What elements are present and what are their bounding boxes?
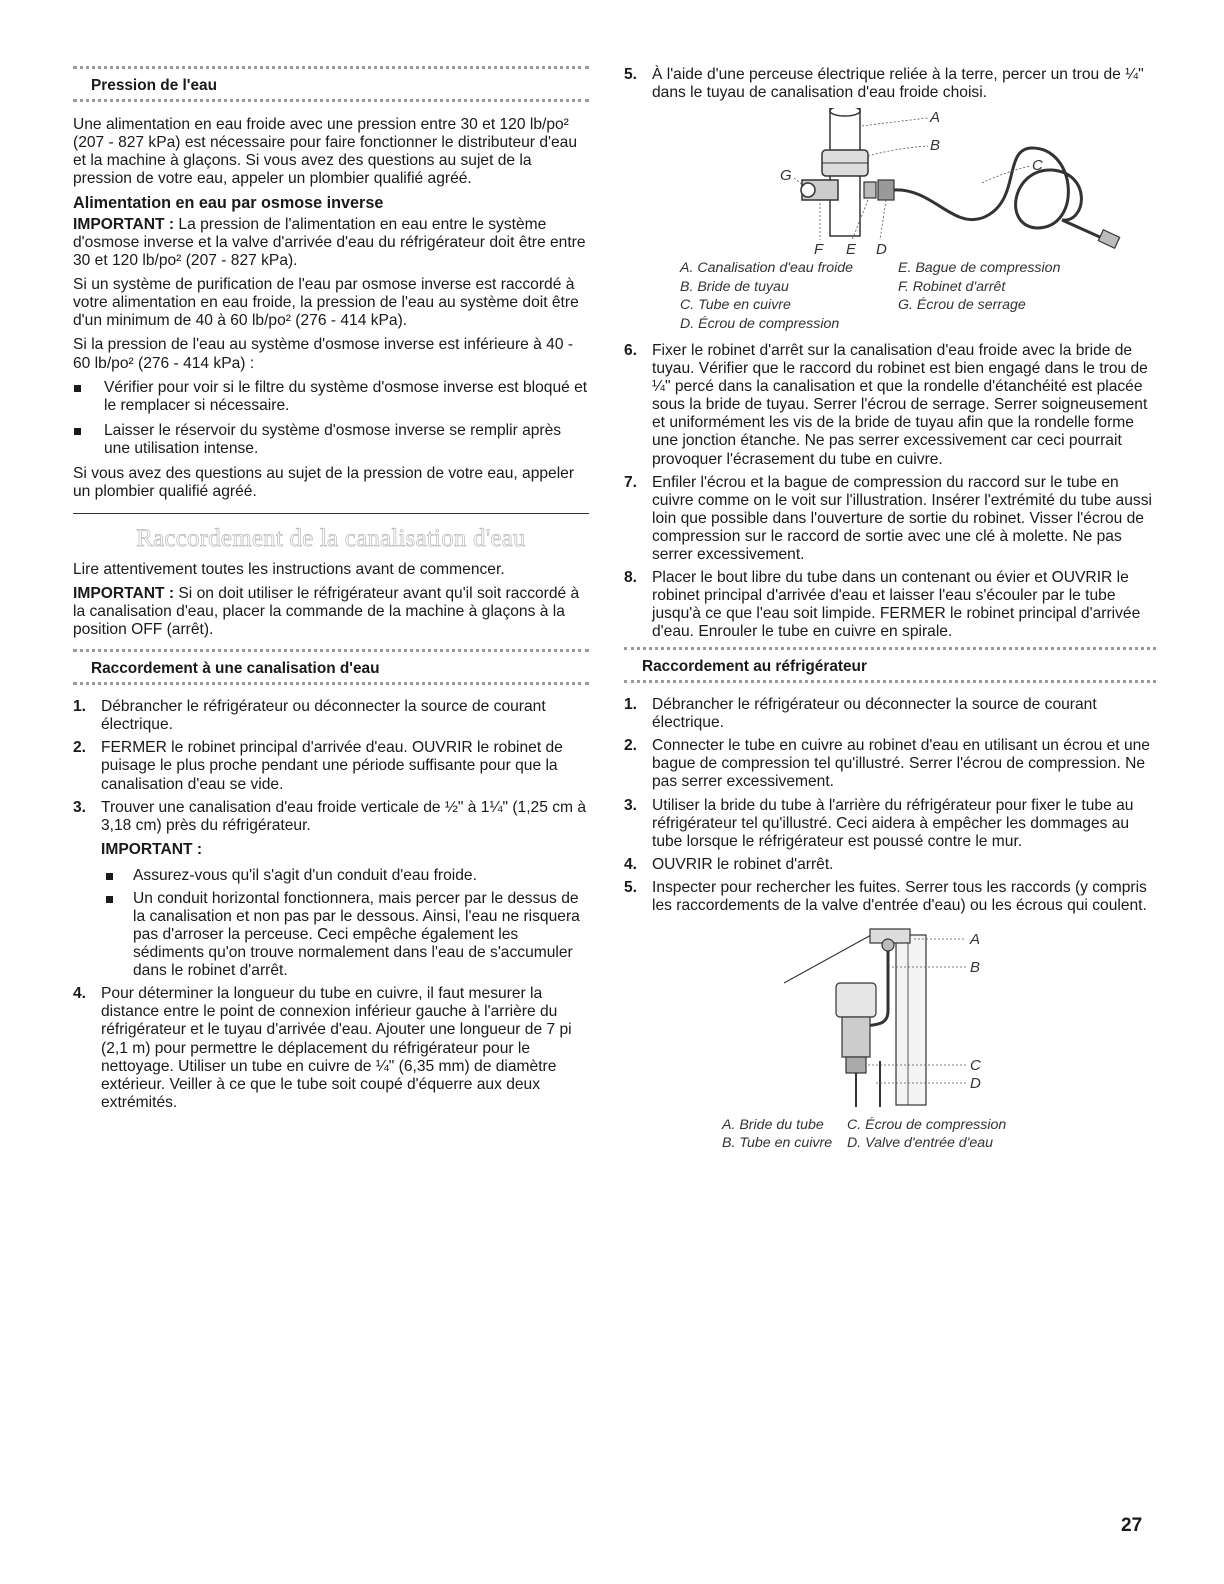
step-text: FERMER le robinet principal d'arrivée d'eau. OUVRIR le robinet de puisage le plus proche pendant une période suffisante pour que la canalisation d'eau se vide.	[101, 739, 563, 793]
right-column	[624, 66, 1156, 1154]
left-column	[73, 66, 589, 1118]
compression-nut-icon	[846, 1057, 866, 1073]
step3-bullet-list	[105, 867, 589, 980]
dotted-divider	[624, 647, 1156, 655]
diagram-label: C	[1032, 157, 1043, 175]
step-text: Inspecter pour rechercher les fuites. Serrer tous les raccords (y compris les raccordements de la valve d'entrée d'eau) ou les écrous qui coulent.	[652, 878, 1147, 914]
important-text: La pression de l'alimentation en eau entre le système d'osmose inverse et la valve d'arrivée d'eau du réfrigérateur doit être entre 30 et 120 lb/po² (207 - 827 kPa).	[73, 215, 586, 270]
step-text: Débrancher le réfrigérateur ou déconnecter la source de courant électrique.	[101, 698, 546, 734]
diagram-label: A	[970, 931, 981, 948]
list-item	[624, 856, 1156, 874]
legend-item: B. Bride de tuyau	[680, 278, 789, 295]
step-text: Trouver une canalisation d'eau froide verticale de ½" à 1¼" (1,25 cm à 3,18 cm) près du réfrigérateur.	[101, 798, 587, 834]
diagram-label: B	[930, 137, 941, 155]
important-label: IMPORTANT :	[73, 215, 175, 233]
step-number: 2.	[624, 737, 638, 755]
diagram-label: B	[970, 959, 981, 976]
step-number: 6.	[624, 342, 638, 360]
heading-pression: Pression de l'eau	[91, 77, 217, 94]
step-number: 8.	[624, 568, 638, 586]
step-text: Placer le bout libre du tube dans un contenant ou évier et OUVRIR le robinet principal d'arrivée d'eau et laisser l'eau s'écouler par le tube jusqu'à ce que l'eau soit limpide. FERMER le robinet principal d'arrivée d'eau. Enrouler le tube en cuivre en spirale.	[652, 568, 1141, 641]
step-number: 4.	[624, 855, 638, 873]
osmose-paragraph-2: Si un système de purification de l'eau par osmose inverse est raccordé à votre alimentation en eau froide, la pression de l'eau au système doit être d'un minimum de 40 à 60 lb/po² (276 - 414 kPa).	[73, 276, 579, 330]
list-item	[624, 474, 1156, 564]
osmose-paragraph-3: Si la pression de l'eau au système d'osmose inverse est inférieure à 40 - 60 lb/po² (276 - 414 kPa) :	[73, 336, 574, 372]
step-text: Fixer le robinet d'arrêt sur la canalisation d'eau froide avec la bride de tuyau. Vérifier que le raccord du robinet est bien engagé dans le trou de ¼" percé dans la canalisation et que la rondelle d'étanchéité est placée sous la bride de tuyau. Serrer l'écrou de serrage. Serrer soigneusement et uniformément les vis de la bride de tuyau afin que la rondelle forme une jonction étanche. Ne pas serrer excessivement car ceci pourrait provoquer l'écrasement du tube en cuivre.	[652, 342, 1148, 468]
figure1-legend	[680, 260, 1060, 334]
osmose-paragraph-4: Si vous avez des questions au sujet de la pression de votre eau, appeler un plombier qualifié agréé.	[73, 464, 575, 500]
diagram-label: A	[930, 109, 941, 127]
shutoff-valve-diagram	[732, 108, 1152, 258]
diagram-label: F	[814, 241, 824, 259]
important-text: Si on doit utiliser le réfrigérateur avant qu'il soit raccordé à la canalisation d'eau, placer la commande de la machine à glaçons à la position OFF (arrêt).	[73, 585, 580, 639]
step-number: 5.	[624, 66, 638, 83]
diagram-label: G	[780, 167, 792, 185]
diagram-label: D	[876, 241, 887, 259]
cabinet-rail-icon	[896, 935, 926, 1105]
list-item: Vérifier pour voir si le filtre du système d'osmose inverse est bloqué et le remplacer si nécessaire.	[73, 379, 589, 415]
step-text: Connecter le tube en cuivre au robinet d'eau en utilisant un écrou et une bague de compression tel qu'illustré. Serrer l'écrou de compression. Ne pas serrer excessivement.	[652, 737, 1150, 791]
step-text: Pour déterminer la longueur du tube en cuivre, il faut mesurer la distance entre le point de connexion inférieur gauche à l'arrière du réfrigérateur et le tuyau d'arrivée d'eau. Ajouter une longueur de 7 pi (2,1 m) pour permettre le déplacement du réfrigérateur pour le nettoyage. Utiliser un tube en cuivre de ¼" (6,35 mm) de diamètre extérieur. Veiller à ce que le tube soit coupé d'équerre aux deux extrémités.	[101, 985, 572, 1111]
step-text: Débrancher le réfrigérateur ou déconnecter la source de courant électrique.	[652, 696, 1097, 732]
list-item	[624, 879, 1156, 915]
compression-nut-icon	[878, 180, 894, 200]
section-title-raccordement: Raccordement de la canalisation d'eau	[136, 525, 526, 553]
step-text: OUVRIR le robinet d'arrêt.	[652, 855, 834, 873]
dotted-divider	[73, 649, 589, 657]
copper-tubing-icon	[894, 148, 1081, 228]
legend-item: D. Valve d'entrée d'eau	[847, 1135, 994, 1152]
legend-item: G. Écrou de serrage	[898, 297, 1026, 314]
dotted-divider	[73, 66, 589, 74]
step-number: 3.	[73, 798, 87, 816]
compression-sleeve-icon	[864, 182, 876, 198]
step-number: 1.	[73, 698, 87, 716]
heading-refrigerateur: Raccordement au réfrigérateur	[642, 658, 867, 676]
step3-important-label: IMPORTANT :	[101, 840, 203, 858]
legend-item: C. Écrou de compression	[847, 1117, 1007, 1133]
water-inlet-valve-icon	[836, 983, 876, 1017]
heading-osmose: Alimentation en eau par osmose inverse	[73, 194, 384, 213]
page-number: 27	[1121, 1515, 1143, 1536]
refrigerateur-steps	[624, 696, 1156, 915]
pression-paragraph: Une alimentation en eau froide avec une pression entre 30 et 120 lb/po² (207 - 827 kPa) est nécessaire pour faire fonctionner le distributeur d'eau et la machine à glaçons. Si vous avez des questions au sujet de la pression de votre eau, appeler un plombier qualifié agréé.	[73, 115, 577, 188]
osmose-important	[73, 216, 589, 270]
list-item	[73, 698, 589, 734]
legend-item: B. Tube en cuivre	[722, 1135, 833, 1152]
raccordement-intro: Lire attentivement toutes les instructions avant de commencer.	[73, 561, 505, 579]
canalisation-steps-more	[624, 342, 1156, 641]
canalisation-steps-cont	[624, 66, 1156, 102]
list-item: Un conduit horizontal fonctionnera, mais percer par le dessus de la canalisation et non pas par le dessous. Ainsi, l'eau ne risquera pas d'arroser la perceuse. Ceci empêche également les sédiments qu'on trouve normalement dans l'eau de s'accumuler dans le robinet d'arrêt.	[105, 890, 589, 980]
list-item	[624, 342, 1156, 469]
step-text: À l'aide d'une perceuse électrique reliée à la terre, percer un trou de ¼" dans le tuyau de canalisation d'eau froide choisi.	[652, 66, 1144, 102]
list-item	[624, 797, 1156, 851]
list-item	[73, 739, 589, 793]
legend-item: D. Écrou de compression	[680, 315, 840, 332]
raccordement-important	[73, 585, 589, 639]
step-text: Utiliser la bride du tube à l'arrière du réfrigérateur pour fixer le tube au réfrigérateur tel qu'illustré. Ceci aidera à empêcher les dommages au tube lorsque le réfrigérateur est poussé contre le mur.	[652, 796, 1134, 850]
step-number: 3.	[624, 796, 638, 814]
list-item: Assurez-vous qu'il s'agit d'un conduit d'eau froide.	[105, 867, 589, 885]
figure2-legend	[722, 1117, 1006, 1154]
dotted-divider	[624, 680, 1156, 688]
step-number: 1.	[624, 696, 638, 714]
osmose-bullet-list	[73, 379, 589, 458]
legend-item: C. Tube en cuivre	[680, 297, 791, 314]
list-item: Laisser le réservoir du système d'osmose inverse se remplir après une utilisation intense.	[73, 422, 589, 458]
list-item	[624, 66, 1156, 102]
step-number: 4.	[73, 985, 87, 1003]
legend-item: A. Canalisation d'eau froide	[680, 260, 854, 277]
canalisation-steps	[73, 698, 589, 1112]
dotted-divider	[73, 99, 589, 107]
list-item	[624, 696, 1156, 732]
legend-item: A. Bride du tube	[722, 1117, 824, 1133]
step-number: 7.	[624, 473, 638, 491]
diagram-label: C	[970, 1057, 981, 1074]
list-item	[73, 799, 589, 981]
list-item	[73, 985, 589, 1112]
inlet-valve-diagram	[784, 921, 1044, 1111]
packing-nut-icon	[801, 183, 815, 197]
legend-item: F. Robinet d'arrêt	[898, 278, 1006, 295]
important-label: IMPORTANT :	[73, 585, 175, 603]
list-item	[624, 569, 1156, 641]
list-item	[624, 737, 1156, 791]
dotted-divider	[73, 682, 589, 690]
step-text: Enfiler l'écrou et la bague de compression du raccord sur le tube en cuivre comme on le voit sur l'illustration. Insérer l'extrémité du tube aussi loin que possible dans l'ouverture de sortie du robinet. Visser l'écrou de compression sur le raccord de sortie avec une clé à molette. Ne pas serrer excessivement.	[652, 473, 1152, 563]
step-number: 2.	[73, 739, 87, 757]
diagram-label: E	[846, 241, 857, 259]
legend-item: E. Bague de compression	[898, 260, 1061, 277]
section-rule	[73, 513, 589, 514]
diagram-label: D	[970, 1075, 981, 1092]
heading-canalisation: Raccordement à une canalisation d'eau	[91, 660, 380, 678]
step-number: 5.	[624, 878, 638, 896]
